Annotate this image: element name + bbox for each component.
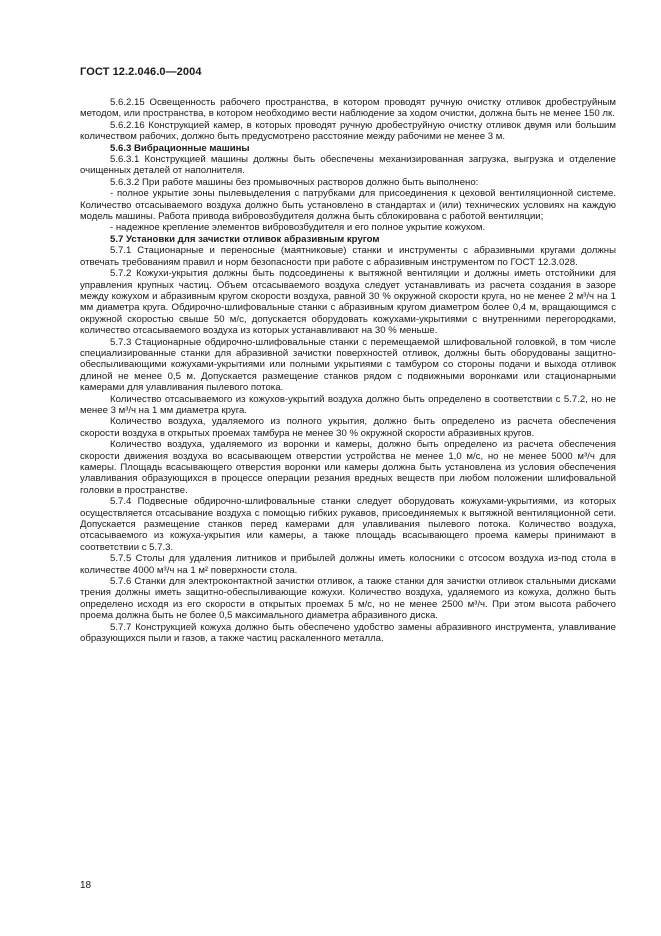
- list-item-full-enclosure: - полное укрытие зоны пылевыделения с патрубками для присоединения к цеховой вентиляционной системе. Количество отсасываемого воздуха должно быть установлено в стандартах и (или) технических условиях на каждую модель машины. Работа привода вибровозбудителя должна быть сблокирована с работой вентиляции;: [80, 188, 616, 223]
- document-body: [80, 97, 616, 645]
- paragraph-5-7-1: 5.7.1 Стационарные и переносные (маятниковые) станки и инструменты с абразивными кругами должны отвечать требованиям правил и норм безопасности при работе с абразивным инструментом по ГОСТ 12.3.028.: [80, 245, 616, 268]
- paragraph-5-7-3: 5.7.3 Стационарные обдирочно-шлифовальные станки с перемещаемой шлифовальной головкой, в том числе специализированные станки для абразивной зачистки поверхностей отливок, должны быть оборудованы защитно-обеспыливающими кожухами-укрытиями или полными укрытиями с тамбуром со стороны подачи и выхода отливок длиной не менее 0,5 м. Допускается размещение станков рядом с подвижными воронками или стационарными камерами для улавливания пылевого потока.: [80, 336, 616, 394]
- paragraph-5-7-7: 5.7.7 Конструкцией кожуха должно быть обеспечено удобство замены абразивного инструмента, улавливание образующихся пыли и газов, а также частиц раскаленного металла.: [80, 621, 616, 645]
- list-item-fastening: - надежное крепление элементов вибровозбудителя и его полное укрытие кожухом.: [110, 222, 486, 234]
- paragraph-air-from-enclosure: Количество воздуха, удаляемого из полного укрытия, должно быть определено из расчета обеспечения скорости воздуха в открытых проемах тамбура не менее 30 % окружной скорости абразивных кругов.: [80, 416, 616, 439]
- paragraph-5-6-3-2: 5.6.3.2 При работе машины без промывочных растворов должно быть выполнено:: [110, 176, 479, 188]
- paragraph-5-7-2: 5.7.2 Кожухи-укрытия должны быть подсоединены к вытяжной вентиляции и должны иметь отстойники для управления крупных частиц. Объем отсасываемого воздуха следует устанавливать из расчета создания в зазоре между кожухом и абразивным кругом скорости воздуха, равной 30 % окружной скорости круга, но не менее 2 м³/ч на 1 мм диаметра круга. Обдирочно-шлифовальные станки с абразивным кругом диаметром более 0,4 м, вращающимся с окружной скоростью свыше 50 м/с, допускается оборудовать кожухами-укрытиями с внутренними перегородками, количество отсасываемого воздуха из которых устанавливают на 30 % меньше.: [80, 268, 616, 337]
- paragraph-5-7-4: 5.7.4 Подвесные обдирочно-шлифовальные станки следует оборудовать кожухами-укрытиями, из которых осуществляется отсасывание воздуха с помощью гибких рукавов, присоединяемых к вытяжной вентиляционной сети. Допускается размещение станков перед камерами для улавливания пылевого потока. Количество воздуха, отсасываемого из кожуха-укрытия или камеры, а также площадь всасывающего проема камеры принимают в соответствии с 5.7.3.: [80, 496, 616, 553]
- paragraph-air-from-funnel: Количество воздуха, удаляемого из воронки и камеры, должно быть определено из расчета обеспечения скорости движения воздуха во всасывающем отверстии устройства не менее 1,0 м/с, но не менее 5000 м³/ч для камеры. Площадь всасывающего отверстия воронки или камеры должна быть установлена из условия обеспечения улавливания образующихся в процессе операции резания вредных веществ при любом положении шлифовальной головки в пространстве.: [80, 439, 616, 496]
- section-heading-5-7: 5.7 Установки для зачистки отливок абразивным кругом: [110, 233, 380, 245]
- paragraph-5-6-3-1: 5.6.3.1 Конструкцией машины должны быть обеспечены механизированная загрузка, выгрузка и отделение очищенных деталей от наполнителя.: [80, 154, 616, 177]
- paragraph-5-6-2-16: 5.6.2.16 Конструкцией камер, в которых проводят ручную дробеструйную очистку отливок двумя или большим количеством рабочих, должно быть предусмотрено расстояние между рабочими не менее 3 м.: [80, 119, 616, 143]
- paragraph-air-from-hoods: Количество отсасываемого из кожухов-укрытий воздуха должно быть определено в соответствии с 5.7.2, но не менее 3 м³/ч на 1 мм диаметра круга.: [80, 393, 616, 416]
- paragraph-5-7-6: 5.7.6 Станки для электроконтактной зачистки отливок, а также станки для зачистки отливок стальными дисками трения должны иметь защитно-обеспыливающие кожухи. Количество воздуха, удаляемого из кожуха, должно быть определено исходя из его скорости в открытых проемах 5 м/с, но не менее 2500 м³/ч. При этом высота рабочего проема должна быть не более 0,5 максимального диаметра абразивного диска.: [80, 576, 616, 622]
- paragraph-5-6-2-15: 5.6.2.15 Освещенность рабочего пространства, в котором проводят ручную очистку отливок дробеструйным методом, или пространства, в котором необходимо вести наблюдение за ходом очистки, должна быть не менее 150 лк.: [80, 97, 616, 120]
- paragraph-5-7-5: 5.7.5 Столы для удаления литников и прибылей должны иметь колосники с отсосом воздуха из-под стола в количестве 4000 м³/ч на 1 м² поверхности стола.: [80, 553, 616, 576]
- section-heading-5-6-3: 5.6.3 Вибрационные машины: [110, 142, 250, 154]
- page-number: 18: [80, 880, 92, 891]
- document-header: ГОСТ 12.2.046.0—2004: [80, 66, 202, 78]
